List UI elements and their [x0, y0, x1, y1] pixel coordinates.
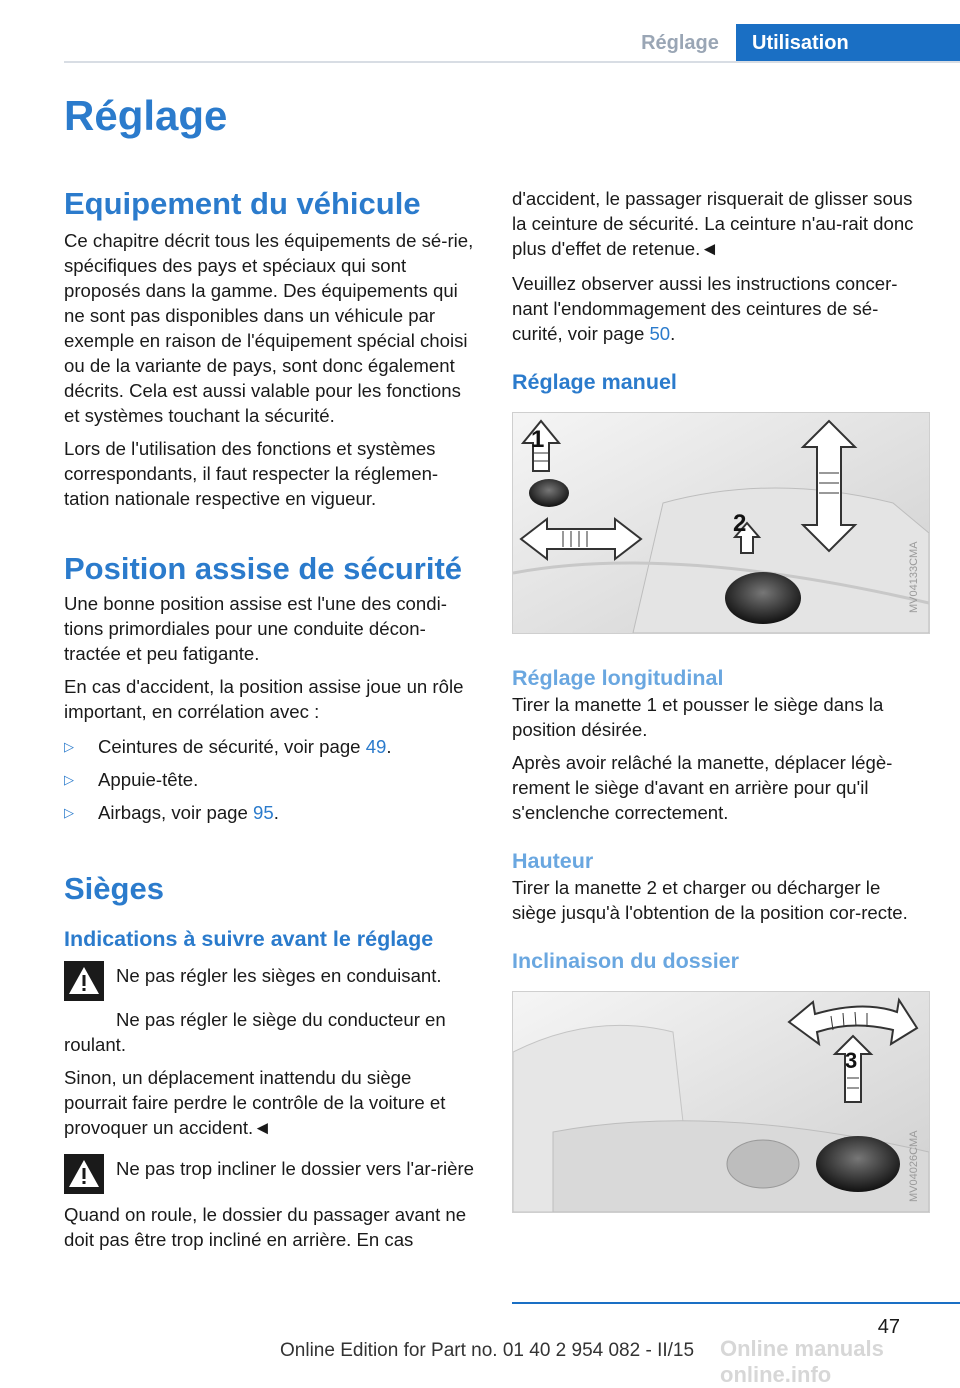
- backrest-heading: Inclinaison du dossier: [512, 949, 739, 973]
- safety-bullet-list: [64, 734, 478, 825]
- triangle-bullet-icon: ▷: [64, 805, 74, 820]
- list-item-suffix: .: [273, 802, 279, 823]
- seating-position-heading: Position assise de sécurité: [64, 551, 463, 586]
- edition-footer: Online Edition for Part no. 01 40 2 954 082 - II/15: [280, 1340, 695, 1361]
- page-link-50[interactable]: 50: [649, 323, 671, 344]
- list-item-text: Airbags, voir page: [98, 802, 254, 823]
- callout-1: 1: [531, 426, 545, 453]
- backrest-controls-illustration: [513, 992, 929, 1212]
- warning-icon: [64, 1154, 104, 1194]
- belt-damage-text: Veuillez observer aussi les instructions concer‐nant l'endommagement des ceintures de sé‐curité, voir page: [512, 273, 898, 344]
- warning-1-consequence: Sinon, un déplacement inattendu du siège pourrait faire perdre le contrôle de la voiture et provoquer un accident.◄: [64, 1067, 446, 1138]
- seats-heading: Sièges: [64, 871, 164, 906]
- list-item: [64, 800, 478, 825]
- longitudinal-paragraph-2: Après avoir relâché la manette, déplacer légè‐rement le siège d'avant en arrière pour qu'il s'enclenche correctement.: [512, 752, 893, 823]
- longitudinal-heading: Réglage longitudinal: [512, 666, 724, 690]
- figure-code: MV04133CMA: [908, 541, 920, 613]
- height-paragraph: Tirer la manette 2 et charger ou décharger le siège jusqu'à l'obtention de la position cor‐recte.: [512, 877, 908, 923]
- seating-paragraph-2: En cas d'accident, la position assise joue un rôle important, en corrélation avec :: [64, 676, 464, 722]
- list-item-text: Ceintures de sécurité, voir page: [98, 736, 366, 757]
- belt-damage-paragraph: [512, 271, 926, 346]
- page-title: Réglage: [64, 92, 228, 139]
- warning-1-title: Ne pas régler les sièges en conduisant.: [116, 965, 442, 986]
- longitudinal-paragraph-1: Tirer la manette 1 et pousser le siège dans la position désirée.: [512, 694, 884, 740]
- watermark: Online manuals online.info: [720, 1336, 884, 1387]
- triangle-bullet-icon: ▷: [64, 772, 74, 787]
- instructions-heading: Indications à suivre avant le réglage: [64, 927, 434, 951]
- belt-damage-suffix: .: [670, 323, 676, 344]
- header-section: Réglage: [641, 32, 719, 54]
- height-heading: Hauteur: [512, 849, 594, 873]
- equipment-paragraph-1: Ce chapitre décrit tous les équipements de sé‐rie, spécifiques des pays et spéciaux qui sont proposés dans la gamme. Des équipements qui ne sont pas disponibles dans un véhicule par exemple en raison de l'équipement spécial choisi ou de la variante de pays, sont donc également décrits. Cela est aussi valable pour les fonctions et systèmes touchant la sécurité.: [64, 230, 474, 426]
- page-link-49[interactable]: 49: [365, 736, 387, 757]
- callout-3: 3: [845, 1048, 858, 1073]
- list-item-text: Appuie-tête.: [98, 769, 199, 790]
- left-column: [64, 186, 478, 1252]
- seating-paragraph-1: Une bonne position assise est l'une des condi‐tions primordiales pour une conduite décon‐tractée et peu fatigante.: [64, 593, 447, 664]
- header-chapter-tab[interactable]: Utilisation: [736, 24, 960, 62]
- warning-2-text: Quand on roule, le dossier du passager avant ne doit pas être trop incliné en arrière. En cas: [64, 1204, 467, 1250]
- continuation-paragraph: d'accident, le passager risquerait de glisser sous la ceinture de sécurité. La ceinture n'au‐rait donc plus d'effet de retenue.◄: [512, 188, 914, 259]
- triangle-bullet-icon: ▷: [64, 739, 74, 754]
- warning-block-1: [64, 963, 478, 1001]
- equipment-paragraph-2: Lors de l'utilisation des fonctions et systèmes correspondants, il faut respecter la réglemen‐tation nationale respective en vigueur.: [64, 438, 439, 509]
- seat-adjust-figure: [512, 412, 930, 634]
- warning-icon: [64, 961, 104, 1001]
- warning-block-2: [64, 1156, 478, 1194]
- seat-controls-illustration: [513, 413, 929, 633]
- manual-adjustment-heading: Réglage manuel: [512, 370, 677, 394]
- page-number: 47: [877, 1316, 900, 1338]
- right-column: [512, 186, 926, 1213]
- callout-2: 2: [733, 510, 747, 537]
- page-link-95[interactable]: 95: [253, 802, 274, 823]
- backrest-figure: [512, 991, 930, 1213]
- list-item: [64, 767, 478, 792]
- header-divider: [64, 61, 960, 63]
- equipment-heading: Equipement du véhicule: [64, 186, 421, 221]
- footer-divider: [512, 1302, 960, 1304]
- list-item-suffix: .: [386, 736, 392, 757]
- warning-2-title: Ne pas trop incliner le dossier vers l'ar‐rière: [116, 1158, 474, 1179]
- warning-1-text: Ne pas régler le siège du conducteur en roulant.: [64, 1009, 446, 1055]
- figure-code: MV04026CMA: [908, 1130, 920, 1202]
- list-item: [64, 734, 478, 759]
